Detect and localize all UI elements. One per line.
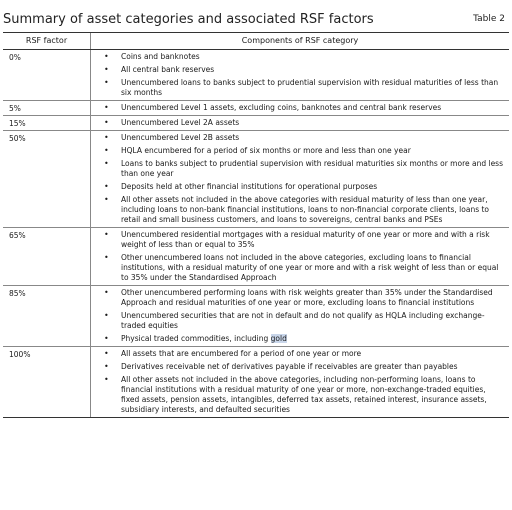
bullet-icon: • [104,288,109,297]
list-item [91,230,505,250]
list-item [91,334,505,344]
highlighted-text: gold [270,334,287,343]
list-item-text: HQLA encumbered for a period of six months or more and less than one year [121,146,411,155]
list-item-text: Unencumbered Level 1 assets, excluding coins, banknotes and central bank reserves [121,103,442,112]
rsf-table [3,33,509,418]
bullet-icon: • [104,362,109,371]
list-item-text: All other assets not included in the above categories with residual maturity of less than one year, including loans to non-bank financial institutions, loans to non-financial corporate clients, loans to retail and small business customers, and loans to sovereigns, central banks and PSEs [121,195,490,224]
list-item [91,78,505,98]
list-item-text: All central bank reserves [121,65,215,74]
list-item-text: Unencumbered loans to banks subject to prudential supervision with residual maturities of less than six months [121,78,499,97]
rsf-factor-cell: 5% [3,101,91,116]
components-cell [91,286,510,347]
bullet-icon: • [104,195,109,204]
list-item-text: All other assets not included in the above categories, including non-performing loans, loans to financial institutions with a residual maturity of one year or more, non-exchange-traded equities, fixed assets, pension assets, intangibles, deferred tax assets, retained interest, insurance assets, subsidiary interests, and defaulted securities [121,375,487,414]
list-item [91,288,505,308]
list-item-text: Loans to banks subject to prudential supervision with residual maturities six months or more and less than one year [121,159,504,178]
rsf-factor-cell: 0% [3,50,91,101]
table-row [3,347,509,418]
list-item [91,375,505,415]
list-item [91,182,505,192]
list-item-text: Unencumbered Level 2A assets [121,118,240,127]
bullet-icon: • [104,349,109,358]
list-item [91,133,505,143]
table-row [3,116,509,131]
bullet-icon: • [104,334,109,343]
table-row [3,50,509,101]
bullet-icon: • [104,253,109,262]
rsf-factor-cell: 65% [3,228,91,286]
bullet-icon: • [104,230,109,239]
table-row [3,228,509,286]
components-cell [91,116,510,131]
list-item-text: Deposits held at other financial institutions for operational purposes [121,182,378,191]
components-list [91,52,505,98]
table-row [3,101,509,116]
list-item-text: Derivatives receivable net of derivatives payable if receivables are greater than payables [121,362,458,371]
list-item-text: All assets that are encumbered for a period of one year or more [121,349,362,358]
list-item [91,52,505,62]
rsf-factor-cell: 15% [3,116,91,131]
list-item-text: Other unencumbered loans not included in the above categories, excluding loans to financial institutions, with a residual maturity of one year or more and with a risk weight of less than or equal to 35% under the Standardised Approach [121,253,499,282]
components-cell [91,131,510,228]
table-row [3,131,509,228]
rsf-factor-cell: 85% [3,286,91,347]
list-item [91,253,505,283]
components-cell [91,228,510,286]
list-item [91,195,505,225]
bullet-icon: • [104,118,109,127]
list-item-text: Other unencumbered performing loans with risk weights greater than 35% under the Standardised Approach and residual maturities of one year or more, excluding loans to financial institutions [121,288,493,307]
components-cell [91,50,510,101]
components-list [91,118,505,128]
bullet-icon: • [104,103,109,112]
list-item-text: Unencumbered residential mortgages with a residual maturity of one year or more and with a risk weight of less than or equal to 35% [121,230,490,249]
list-item [91,311,505,331]
table-header-bar [3,6,509,33]
list-item-text: Unencumbered Level 2B assets [121,133,240,142]
list-item [91,159,505,179]
list-item [91,146,505,156]
rsf-factor-cell: 50% [3,131,91,228]
list-item [91,362,505,372]
list-item [91,65,505,75]
bullet-icon: • [104,146,109,155]
bullet-icon: • [104,159,109,168]
components-cell [91,101,510,116]
components-list [91,103,505,113]
components-cell [91,347,510,418]
table-row [3,286,509,347]
list-item [91,103,505,113]
bullet-icon: • [104,52,109,61]
components-list [91,230,505,283]
table-number: Table 2 [473,14,505,24]
list-item [91,118,505,128]
list-item-text: Coins and banknotes [121,52,200,61]
column-header-components: Components of RSF category [91,33,510,50]
bullet-icon: • [104,65,109,74]
list-item [91,349,505,359]
bullet-icon: • [104,182,109,191]
bullet-icon: • [104,133,109,142]
bullet-icon: • [104,375,109,384]
column-header-rsf-factor: RSF factor [3,33,91,50]
list-item-text: Unencumbered securities that are not in default and do not qualify as HQLA including exchange-traded equities [121,311,485,330]
table-title: Summary of asset categories and associated RSF factors [3,11,374,27]
column-header-row [3,33,509,50]
rsf-factor-cell: 100% [3,347,91,418]
components-list [91,349,505,415]
bullet-icon: • [104,311,109,320]
components-list [91,133,505,225]
components-list [91,288,505,344]
bullet-icon: • [104,78,109,87]
list-item-text: Physical traded commodities, including gold [121,334,287,343]
